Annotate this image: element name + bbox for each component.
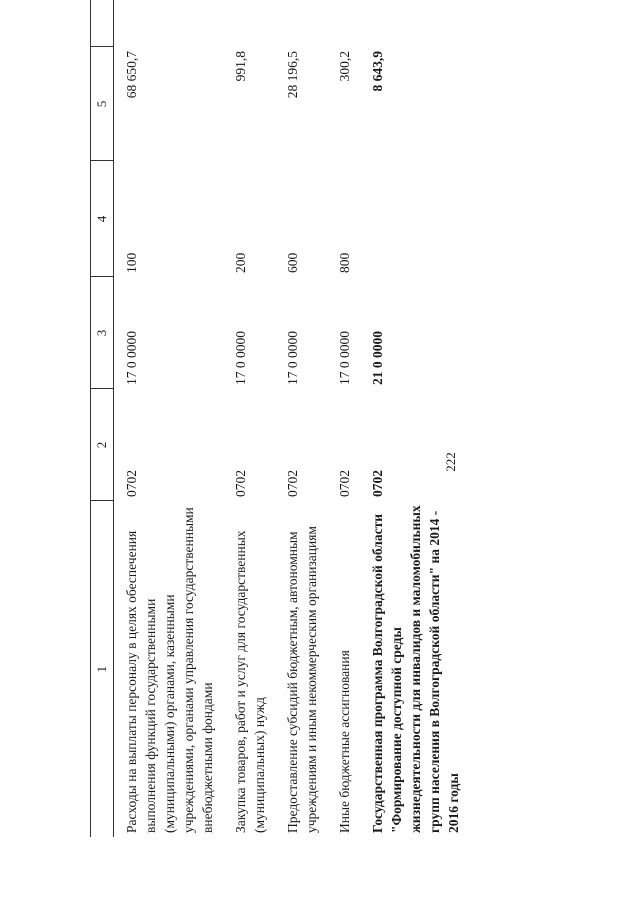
- row-kind: [360, 161, 469, 277]
- header-col-3: 3: [91, 277, 114, 389]
- header-col-5: 5: [91, 47, 114, 161]
- row-name: Предоставление субсидий бюджетным, автономным учреждениям и иным некоммерческим организациям: [285, 526, 319, 833]
- row-col5: 68 650,7: [124, 51, 139, 99]
- row-name: Иные бюджетные ассигнования: [337, 650, 352, 833]
- table-row: [360, 0, 469, 837]
- table-header-row: [91, 0, 114, 837]
- page-number: 222: [442, 452, 458, 472]
- row-name: Государственная программа Волгоградской области "Формирование доступной среды жизнедеятельности для инвалидов и маломобильных групп населения в Волгоградской области" на 2014 - 2016 годы: [370, 505, 461, 833]
- row-section: 0702: [337, 470, 352, 497]
- row-col6: [327, 0, 360, 47]
- table-row: [275, 0, 327, 837]
- header-col-6: [91, 0, 114, 47]
- row-col6: [114, 0, 224, 47]
- table-row: [223, 0, 275, 837]
- header-col-2: 2: [91, 389, 114, 501]
- row-target: 21 0 0000: [370, 331, 385, 385]
- row-name: Расходы на выплаты персоналу в целях обеспечения выполнения функций государственными (муниципальными) органами, казенными учреждениями, органами управления государственными внебюджетными фондами: [124, 507, 215, 833]
- row-col6: [275, 0, 327, 47]
- row-kind: 800: [337, 252, 352, 273]
- table-row: [114, 0, 224, 837]
- row-kind: 100: [124, 252, 139, 273]
- row-kind: 200: [233, 252, 248, 273]
- row-target: 17 0 0000: [285, 331, 300, 385]
- row-target: 17 0 0000: [233, 331, 248, 385]
- row-col6: [360, 0, 469, 47]
- header-col-1: 1: [91, 501, 114, 837]
- row-col5: 8 643,9: [370, 51, 385, 92]
- row-name: Закупка товаров, работ и услуг для государственных (муниципальных) нужд: [233, 530, 267, 833]
- budget-table: [90, 0, 469, 837]
- row-target: 17 0 0000: [124, 331, 139, 385]
- row-section: 0702: [124, 470, 139, 497]
- row-section: 0702: [233, 470, 248, 497]
- header-col-4: 4: [91, 161, 114, 277]
- row-col5: 300,2: [337, 51, 352, 82]
- row-col6: [223, 0, 275, 47]
- table-row: [327, 0, 360, 837]
- rotated-page: [54, 25, 574, 865]
- row-target: 17 0 0000: [337, 331, 352, 385]
- row-col5: 991,8: [233, 51, 248, 82]
- row-section: 0702: [285, 470, 300, 497]
- row-section: 0702: [370, 470, 385, 497]
- row-col5: 28 196,5: [285, 51, 300, 99]
- row-kind: 600: [285, 252, 300, 273]
